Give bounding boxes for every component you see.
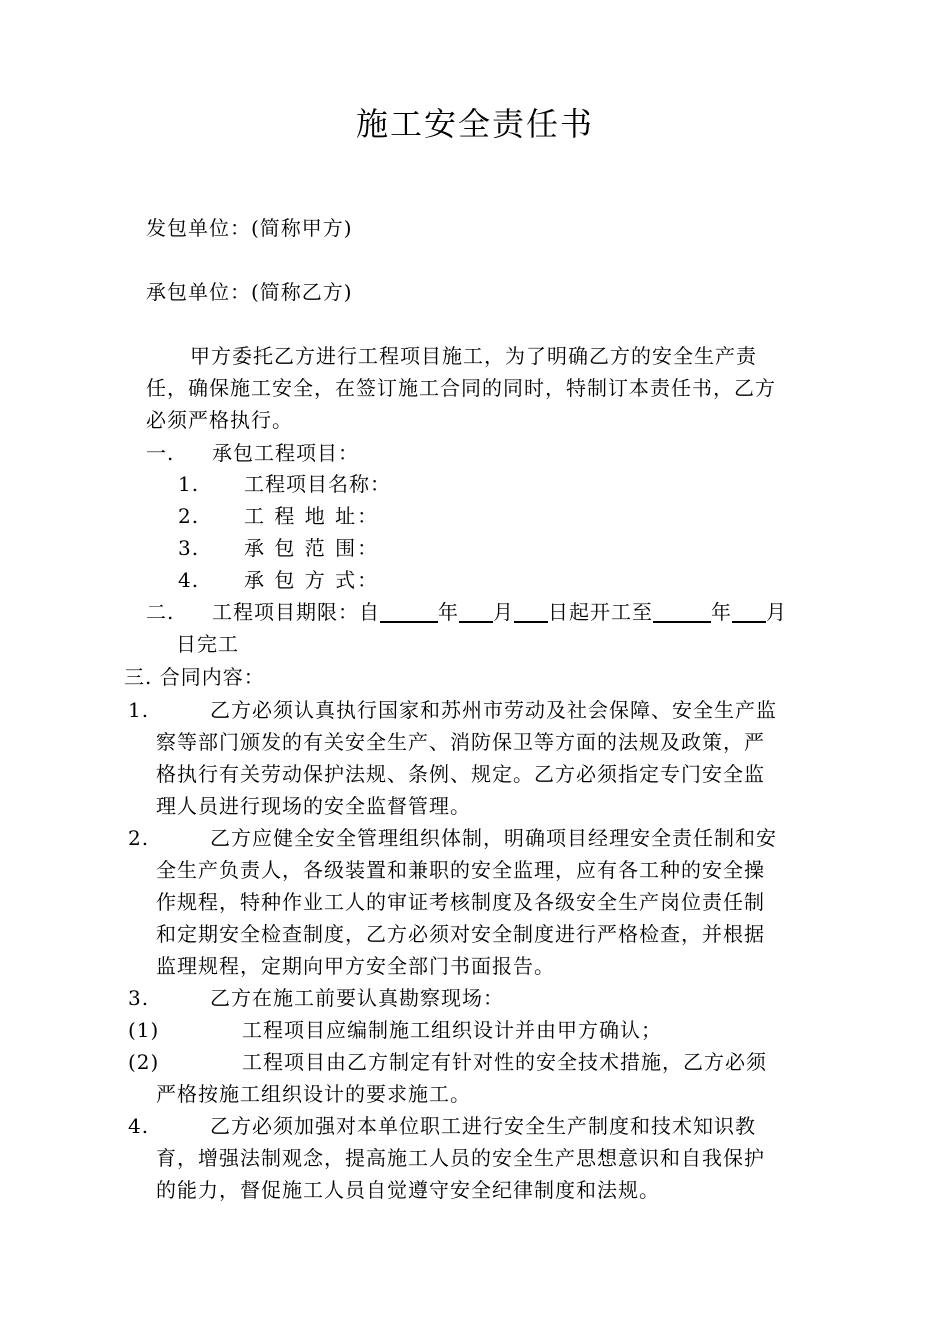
item3-sub2-line-1: 工程项目由乙方制定有针对性的安全技术措施，乙方必须 <box>242 1050 767 1074</box>
item2-line-3: 作规程，特种作业工人的审证考核制度及各级安全生产岗位责任制 <box>156 890 765 914</box>
end-month-blank[interactable] <box>732 599 766 623</box>
item2-line-4: 和定期安全检查制度，乙方必须对安全制度进行严格检查，并根据 <box>156 922 765 946</box>
intro-line-2: 任，确保施工安全，在签订施工合同的同时，特制订本责任书，乙方 <box>146 376 776 400</box>
month-label: 月 <box>493 600 514 624</box>
item3-text: 乙方在施工前要认真勘察现场： <box>210 986 504 1010</box>
item1-line-4: 理人员进行现场的安全监督管理。 <box>156 794 471 818</box>
section1-item3-text: 承 包 范 围： <box>244 536 380 560</box>
start-day-label: 日起开工至 <box>548 600 653 624</box>
item2-line-2: 全生产负责人，各级装置和兼职的安全监理，应有各工种的安全操 <box>156 858 765 882</box>
section1-item4-text: 承 包 方 式： <box>244 568 380 592</box>
year2-label: 年 <box>711 600 732 624</box>
section2-end-line: 日完工 <box>176 632 239 656</box>
intro-line-3: 必须严格执行。 <box>146 408 293 432</box>
month2-label: 月 <box>766 600 787 624</box>
item4-line-3: 的能力，督促施工人员自觉遵守安全纪律制度和法规。 <box>156 1178 660 1202</box>
start-day-blank[interactable] <box>514 599 548 623</box>
section2-period-line <box>212 596 787 628</box>
section1-heading: 承包工程项目： <box>212 441 359 465</box>
item1-number: 1. <box>128 698 150 722</box>
end-year-blank[interactable] <box>653 599 711 623</box>
section1-item1-number: 1. <box>178 472 200 496</box>
item2-line-1: 乙方应健全安全管理组织体制，明确项目经理安全责任制和安 <box>210 826 777 850</box>
section2-number: 二. <box>146 600 175 624</box>
section1-item1-text: 工程项目名称： <box>244 472 391 496</box>
contractor-line: 承包单位：(简称乙方) <box>146 280 353 304</box>
year-label: 年 <box>438 600 459 624</box>
item1-line-2: 察等部门颁发的有关安全生产、消防保卫等方面的法规及政策，严 <box>156 730 765 754</box>
start-year-blank[interactable] <box>380 599 438 623</box>
item3-sub2-number: (2) <box>128 1050 160 1074</box>
item1-line-1: 乙方必须认真执行国家和苏州市劳动及社会保障、安全生产监 <box>210 698 777 722</box>
section1-item4-number: 4. <box>178 568 200 592</box>
item3-number: 3. <box>128 986 150 1010</box>
intro-line-1: 甲方委托乙方进行工程项目施工，为了明确乙方的安全生产责 <box>190 344 757 368</box>
item3-sub1-text: 工程项目应编制施工组织设计并由甲方确认； <box>242 1018 662 1042</box>
section1-item2-text: 工 程 地 址： <box>244 504 380 528</box>
item3-sub1-number: (1) <box>128 1018 160 1042</box>
document-title: 施工安全责任书 <box>355 105 594 143</box>
period-label: 工程项目期限：自 <box>212 600 380 624</box>
section1-item2-number: 2. <box>178 504 200 528</box>
section1-number: 一. <box>146 441 175 465</box>
start-month-blank[interactable] <box>459 599 493 623</box>
issuer-line: 发包单位：(简称甲方) <box>146 216 353 240</box>
item1-line-3: 格执行有关劳动保护法规、条例、规定。乙方必须指定专门安全监 <box>156 762 765 786</box>
item4-line-2: 育，增强法制观念，提高施工人员的安全生产思想意识和自我保护 <box>156 1146 765 1170</box>
item4-number: 4. <box>128 1114 150 1138</box>
section1-item3-number: 3. <box>178 536 200 560</box>
item4-line-1: 乙方必须加强对本单位职工进行安全生产制度和技术知识教 <box>210 1114 756 1138</box>
section3-heading: 三. 合同内容： <box>124 665 265 689</box>
item2-line-5: 监理规程，定期向甲方安全部门书面报告。 <box>156 954 555 978</box>
item3-sub2-line-2: 严格按施工组织设计的要求施工。 <box>156 1082 471 1106</box>
item2-number: 2. <box>128 826 150 850</box>
